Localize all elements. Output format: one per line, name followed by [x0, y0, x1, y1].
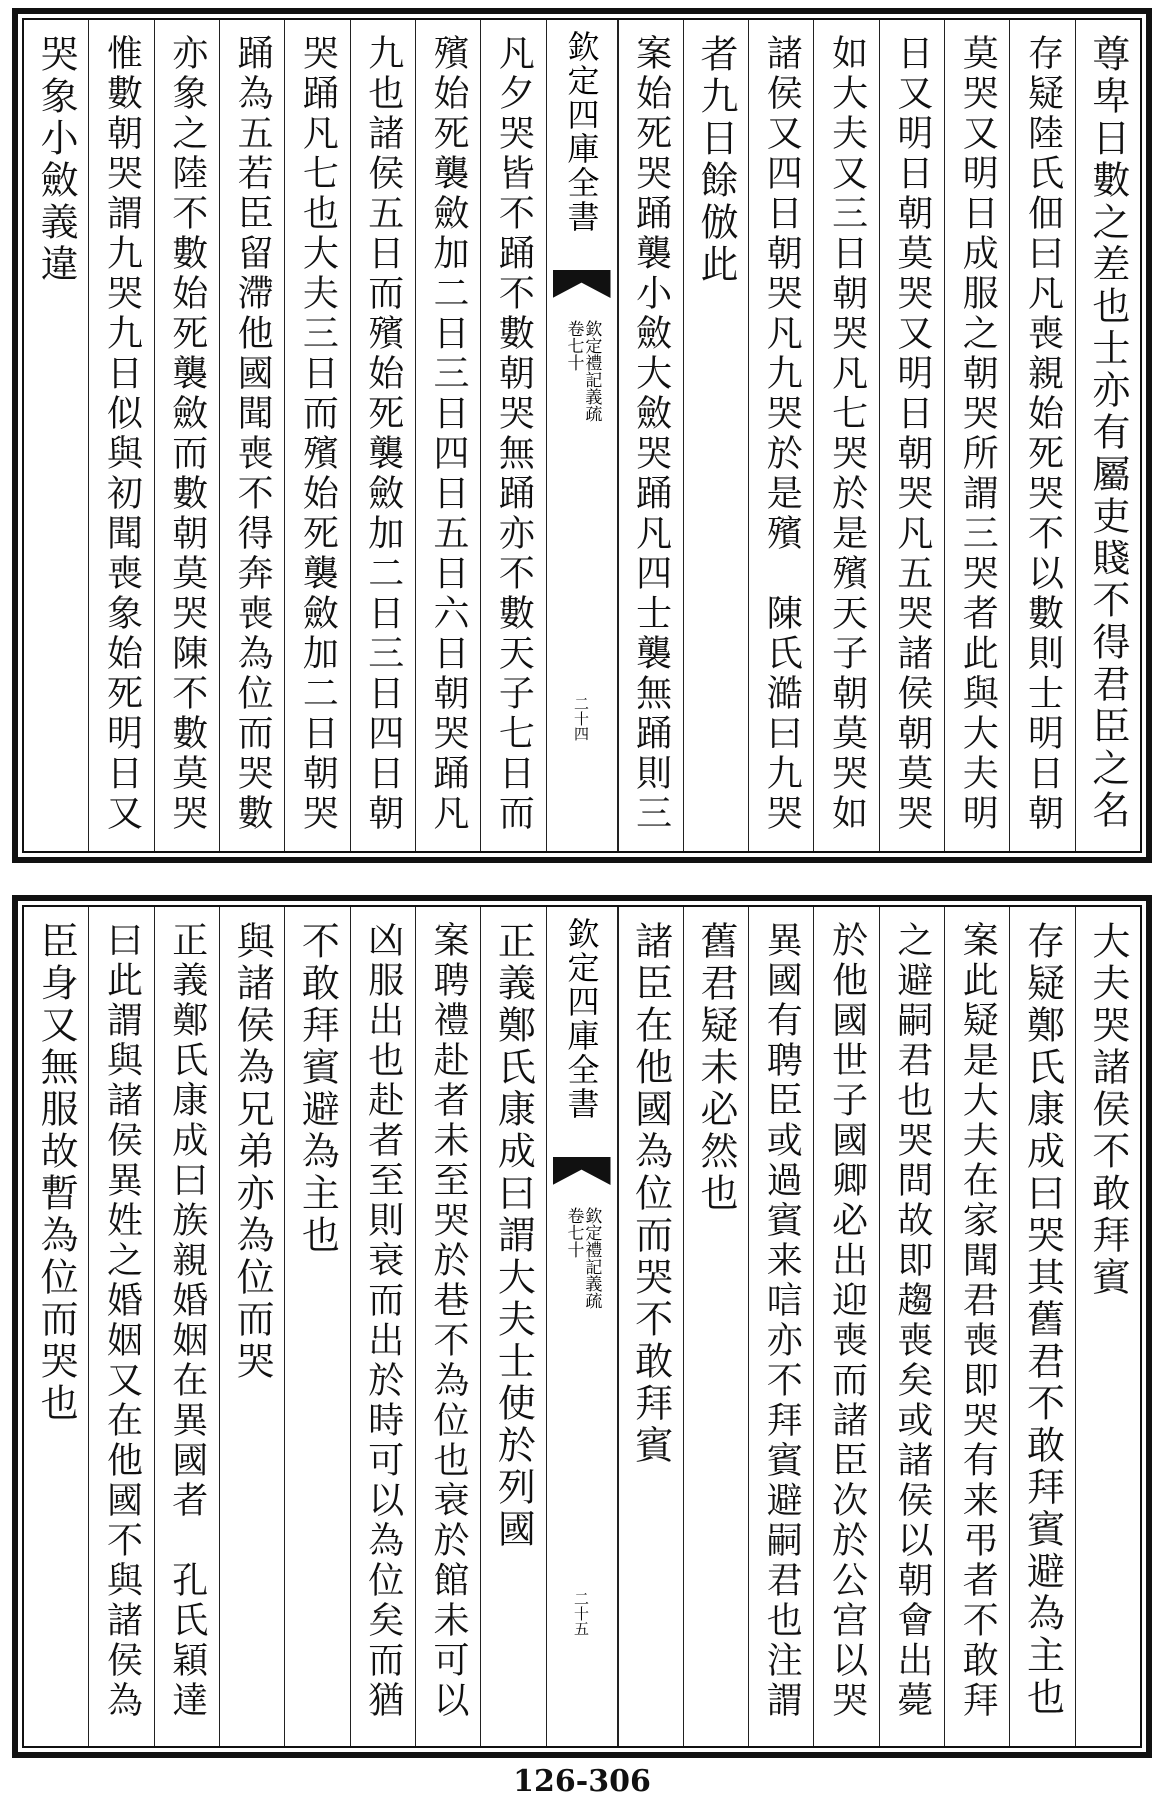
text-column: 踊為五若臣留滯他國聞喪不得奔喪為位而哭數 [219, 20, 284, 851]
text-column: 九也諸侯五日而殯始死襲斂加二日三日四日朝 [350, 20, 415, 851]
top-page [12, 8, 1152, 863]
top-page-text-frame [22, 18, 1142, 853]
text-column: 不敢拜賓避為主也 [284, 907, 349, 1746]
text-column: 惟數朝哭謂九哭九日似與初聞喪象始死明日又 [88, 20, 153, 851]
text-column: 曰此謂與諸侯異姓之婚姻又在他國不與諸侯為 [88, 907, 153, 1746]
text-column: 存疑鄭氏康成曰哭其舊君不敢拜賓避為主也 [1009, 907, 1074, 1746]
banner-book-title: 欽定禮記義疏 [581, 1207, 602, 1309]
fishtail-mark [553, 1157, 611, 1185]
banner-volume: 卷七十 [563, 320, 584, 371]
text-column: 正義鄭氏康成曰謂大夫士使於列國 [480, 907, 545, 1746]
text-column: 如大夫又三日朝哭凡七哭於是殯天子朝莫哭如 [813, 20, 878, 851]
page-number: 126-306 [513, 1764, 651, 1799]
banner-volume: 卷七十 [563, 1207, 584, 1258]
center-banner [546, 20, 618, 851]
text-column: 於他國世子國卿必出迎喪而諸臣次於公宫以哭 [813, 907, 878, 1746]
text-column: 案始死哭踊襲小斂大斂哭踊凡四士襲無踊則三 [618, 20, 683, 851]
text-column: 之避嗣君也哭問故即趨喪矣或諸侯以朝會出薨 [879, 907, 944, 1746]
banner-title: 欽定四庫全書 [562, 917, 601, 1121]
text-column: 舊君疑未必然也 [683, 907, 748, 1746]
text-column: 存疑陸氏佃曰凡喪親始死哭不以數則士明日朝 [1009, 20, 1074, 851]
fishtail-mark [553, 270, 611, 298]
text-column: 莫哭又明日成服之朝哭所謂三哭者此與大夫明 [944, 20, 1009, 851]
banner-subtitle [564, 1207, 600, 1309]
folio-number: 二十四 [572, 696, 590, 741]
text-column: 哭踊凡七也大夫三日而殯始死襲斂加二日朝哭 [284, 20, 349, 851]
text-column: 凡夕哭皆不踊不數朝哭無踊亦不數天子七日而 [480, 20, 545, 851]
text-column: 凶服出也赴者至則衰而出於時可以為位矣而猶 [350, 907, 415, 1746]
center-banner [546, 907, 618, 1746]
bottom-page [12, 895, 1152, 1758]
text-column: 諸臣在他國為位而哭不敢拜賓 [618, 907, 683, 1746]
banner-subtitle [564, 320, 600, 422]
text-column: 亦象之陸不數始死襲斂而數朝莫哭陳不數莫哭 [154, 20, 219, 851]
text-column: 尊卑日數之差也士亦有屬吏賤不得君臣之名 [1075, 20, 1140, 851]
folio-number: 二十五 [572, 1591, 590, 1636]
text-column: 案此疑是大夫在家聞君喪即哭有来弔者不敢拜 [944, 907, 1009, 1746]
bottom-page-text-frame [22, 905, 1142, 1748]
text-column: 異國有聘臣或過賓来唁亦不拜賓避嗣君也注謂 [748, 907, 813, 1746]
text-column: 與諸侯為兄弟亦為位而哭 [219, 907, 284, 1746]
text-column: 日又明日朝莫哭又明日朝哭凡五哭諸侯朝莫哭 [879, 20, 944, 851]
text-column: 者九日餘倣此 [683, 20, 748, 851]
text-column: 正義鄭氏康成曰族親婚姻在異國者 孔氏穎達 [154, 907, 219, 1746]
banner-title: 欽定四庫全書 [562, 30, 601, 234]
text-column: 案聘禮赴者未至哭於巷不為位也衰於館未可以 [415, 907, 480, 1746]
text-column: 殯始死襲斂加二日三日四日五日六日朝哭踊凡 [415, 20, 480, 851]
text-column: 哭象小斂義違 [34, 34, 79, 286]
banner-book-title: 欽定禮記義疏 [581, 320, 602, 422]
text-column: 諸侯又四日朝哭凡九哭於是殯 陳氏澔曰九哭 [748, 20, 813, 851]
text-column: 大夫哭諸侯不敢拜賓 [1075, 907, 1140, 1746]
text-column: 臣身又無服故暫為位而哭也 [34, 921, 79, 1425]
